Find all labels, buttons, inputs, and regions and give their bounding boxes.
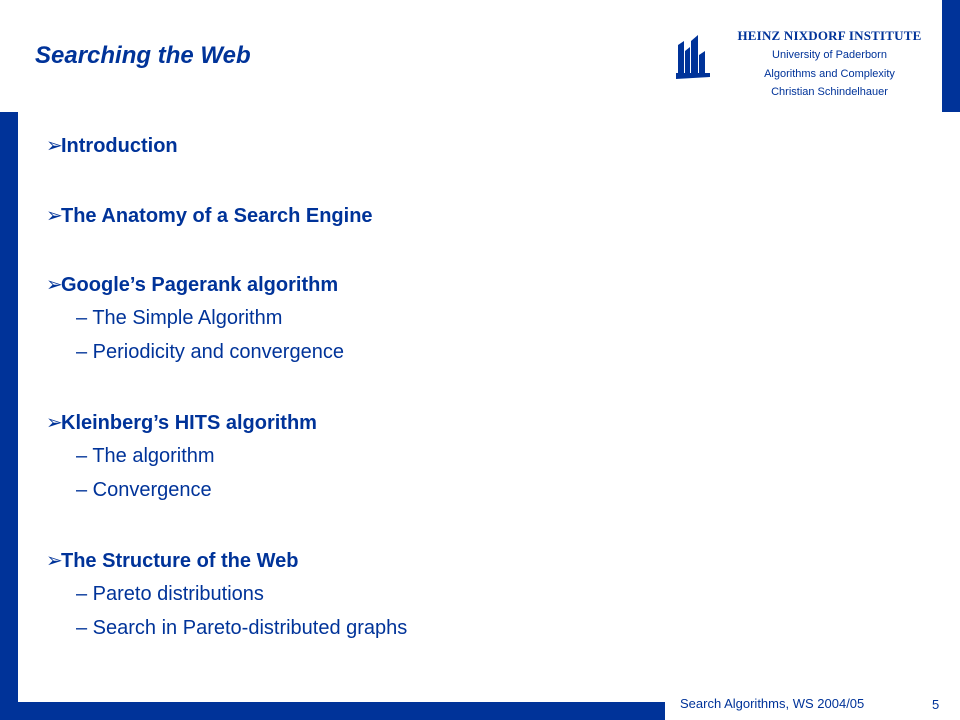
outline-subitem: – The algorithm <box>76 445 215 467</box>
outline-subitem: – Pareto distributions <box>76 583 264 605</box>
outline-item-introduction: ➢Introduction <box>46 135 178 157</box>
arrow-bullet-icon: ➢ <box>46 135 63 157</box>
outline-subitem: – Periodicity and convergence <box>76 341 344 363</box>
arrow-bullet-icon: ➢ <box>46 274 63 296</box>
bottom-frame-bar <box>0 702 665 720</box>
arrow-bullet-icon: ➢ <box>46 550 63 572</box>
page-number: 5 <box>932 697 940 712</box>
institute-line-group: Algorithms and Complexity <box>764 68 895 80</box>
institute-name: HEINZ NIXDORF INSTITUTE <box>737 28 922 43</box>
slide-title: Searching the Web <box>35 42 251 69</box>
institute-line-author: Christian Schindelhauer <box>771 86 888 98</box>
content-panel <box>18 112 960 702</box>
top-left-corner <box>0 0 18 112</box>
outline-item-structure: ➢The Structure of the Web <box>46 550 299 572</box>
footer-course: Search Algorithms, WS 2004/05 <box>680 696 865 711</box>
outline-item-hits: ➢Kleinberg’s HITS algorithm <box>46 412 317 434</box>
outline-subitem: – Convergence <box>76 479 212 501</box>
outline-subitem: – The Simple Algorithm <box>76 307 283 329</box>
university-logo-icon <box>672 33 712 79</box>
arrow-bullet-icon: ➢ <box>46 205 63 227</box>
outline-item-pagerank: ➢Google’s Pagerank algorithm <box>46 274 339 296</box>
outline-item-anatomy: ➢The Anatomy of a Search Engine <box>46 205 373 227</box>
outline-subitem: – Search in Pareto-distributed graphs <box>76 617 408 639</box>
arrow-bullet-icon: ➢ <box>46 412 63 434</box>
institute-line-university: University of Paderborn <box>772 49 887 61</box>
